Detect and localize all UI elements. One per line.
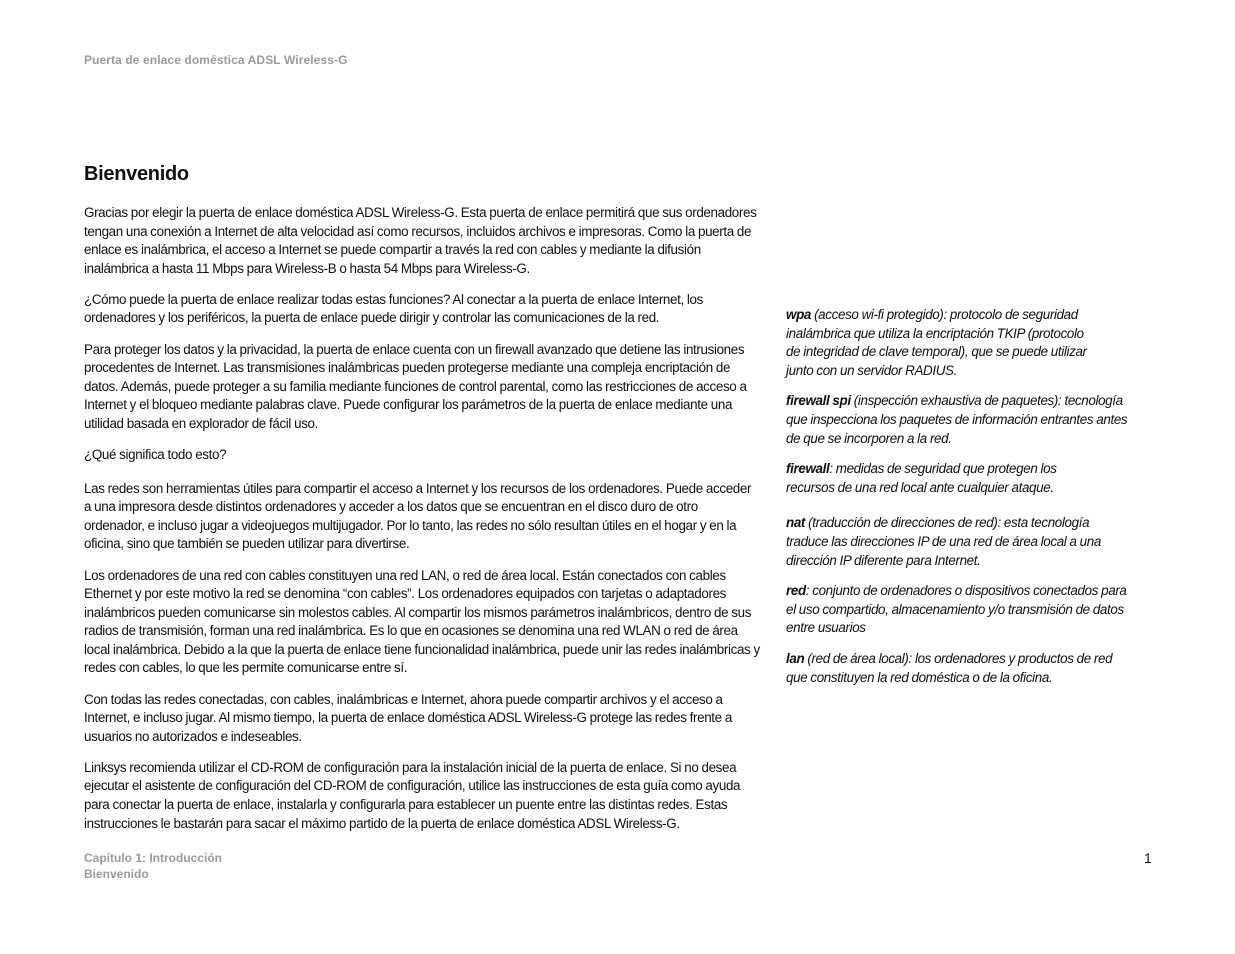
glossary-entry-lan: [786, 650, 1136, 687]
networks-paragraph: Las redes son herramientas útiles para compartir el acceso a Internet y los recursos de los ordenadores. Puede acceder a una impresora desde distintos ordenadores y acceder a los datos que se encuentran en el disco duro de otro ordenador, e incluso jugar a videojuegos multijugador. Por lo tanto, las redes no sólo resultan útiles en el hogar y en la oficina, sino que también se pueden utilizar para divertirse.: [84, 480, 752, 552]
glossary-definition: (acceso wi-fi protegido): protocolo de seguridad inalámbrica que utiliza la encriptación TKIP (protocolo de integridad de clave temporal), que se puede utilizar junto con un servidor RADIUS.: [786, 307, 1087, 378]
lan-paragraph: Los ordenadores de una red con cables constituyen una red LAN, o red de área local. Están conectados con cables Ethernet y por este motivo la red se denomina “con cables”. Los ordenadores equipados con tarjetas o adaptadores inalámbricos pueden comunicarse sin molestos cables. Al compartir los mismos parámetros inalámbricos, dentro de sus radios de transmisión, forman una red inalámbrica. Es lo que en ocasiones se denomina una red WLAN o red de área local inalámbrica. Debido a la que la puerta de enlace tiene funcionalidad inalámbrica, puede unir las redes inalámbricas y redes con cables, lo que les permite comunicarse entre sí.: [84, 567, 760, 676]
glossary-entry-firewall: [786, 460, 1086, 497]
glossary-term: nat: [786, 515, 806, 531]
functions-paragraph: ¿Cómo puede la puerta de enlace realizar todas estas funciones? Al conectar a la puerta de enlace Internet, los ordenadores y los periféricos, la puerta de enlace puede dirigir y controlar las comunicaciones de la red.: [84, 291, 703, 326]
glossary-entry-red: [786, 582, 1136, 638]
recommendation-paragraph: Linksys recomienda utilizar el CD-ROM de configuración para la instalación inicial de la puerta de enlace. Si no desea ejecutar el asistente de configuración del CD-ROM de configuración, utilice las instrucciones de esta guía como ayuda para conectar la puerta de enlace, instalarla y configurarla para establecer un puente entre las distintas redes. Estas instrucciones le bastarán para sacar el máximo partido de la puerta de enlace doméstica ADSL Wireless-G.: [84, 759, 741, 831]
connected-paragraph: Con todas las redes conectadas, con cables, inalámbricas e Internet, ahora puede compartir archivos y el acceso a Internet, e incluso jugar. Al mismo tiempo, la puerta de enlace doméstica ADSL Wireless-G protege las redes frente a usuarios no autorizados e indeseables.: [84, 691, 732, 744]
page-number: 1: [1144, 850, 1152, 866]
main-content: [84, 160, 760, 846]
glossary-entry-wpa: [786, 306, 1098, 380]
footer-chapter: Capítulo 1: Introducción: [84, 851, 222, 865]
glossary-definition: (inspección exhaustiva de paquetes): tecnología que inspecciona los paquetes de información entrantes antes de que se incorporen a la red.: [786, 393, 1128, 446]
glossary-term: firewall: [786, 461, 830, 477]
page-title: Bienvenido: [84, 163, 189, 185]
glossary-term: red: [786, 583, 806, 599]
glossary-sidebar: [786, 306, 1136, 699]
intro-paragraph: Gracias por elegir la puerta de enlace doméstica ADSL Wireless-G. Esta puerta de enlace permitirá que sus ordenadores tengan una conexión a Internet de alta velocidad así como recursos, incluidos archivos e impresoras. Como la puerta de enlace es inalámbrica, el acceso a Internet se puede compartir a través la red con cables y mediante la difusión inalámbrica a hasta 11 Mbps para Wireless-B o hasta 54 Mbps para Wireless-G.: [84, 205, 757, 276]
glossary-entry-firewall-spi: [786, 392, 1136, 448]
glossary-definition: (traducción de direcciones de red): esta tecnología traduce las direcciones IP de una red de área local a una dirección IP diferente para Internet.: [786, 515, 1101, 568]
footer-section: Bienvenido: [84, 867, 149, 881]
glossary-definition: : conjunto de ordenadores o dispositivos conectados para el uso compartido, almacenamiento y/o transmisión de datos entre usuarios: [786, 583, 1127, 636]
glossary-term: firewall spi: [786, 393, 851, 409]
running-footer: [84, 850, 222, 882]
security-paragraph: Para proteger los datos y la privacidad, la puerta de enlace cuenta con un firewall avanzado que detiene las intrusiones procedentes de Internet. Las transmisiones inalámbricas pueden protegerse mediante una compleja encriptación de datos. Además, puede proteger a su familia mediante funciones de control parental, como las restricciones de acceso a Internet y el bloqueo mediante palabras clave. Puede configurar los parámetros de la puerta de enlace mediante una utilidad basada en explorador de fácil uso.: [84, 341, 747, 431]
question-heading: ¿Qué significa todo esto?: [84, 447, 227, 463]
glossary-definition: : medidas de seguridad que protegen los recursos de una red local ante cualquier ataque.: [786, 461, 1057, 495]
glossary-definition: (red de área local): los ordenadores y productos de red que constituyen la red doméstica o de la oficina.: [786, 650, 1113, 685]
glossary-term: wpa: [786, 307, 811, 322]
running-header: Puerta de enlace doméstica ADSL Wireless-G: [84, 53, 348, 67]
glossary-entry-nat: [786, 514, 1106, 570]
glossary-term: lan: [786, 650, 805, 666]
